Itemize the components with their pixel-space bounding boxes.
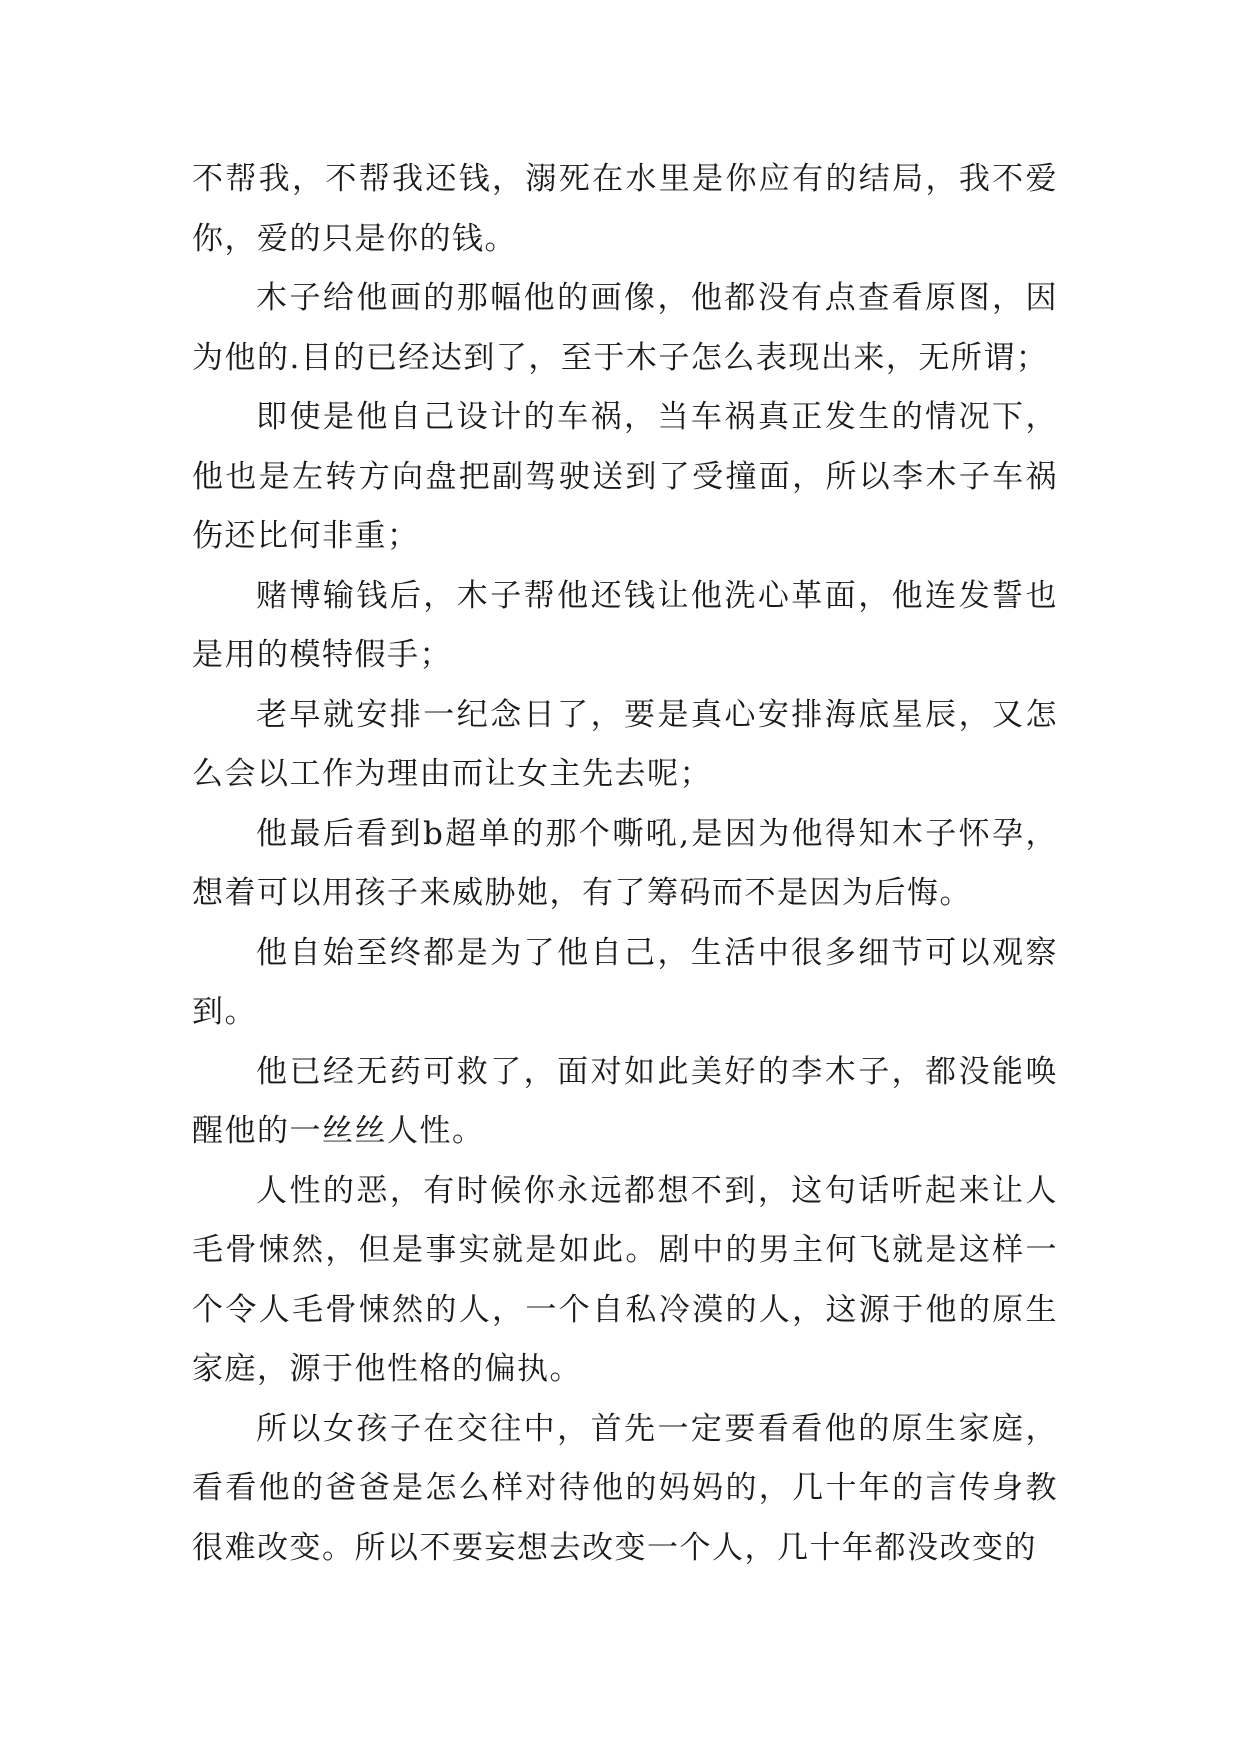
paragraph: 所以女孩子在交往中，首先一定要看看他的原生家庭，看看他的爸爸是怎么样对待他的妈妈的，几十年的言传身教很难改变。所以不要妄想去改变一个人，几十年都没改变的 bbox=[192, 1410, 1058, 1566]
paragraph: 他已经无药可救了，面对如此美好的李木子，都没能唤醒他的一丝丝人性。 bbox=[192, 1053, 1058, 1149]
document-page bbox=[192, 150, 1058, 1578]
paragraph: 老早就安排一纪念日了，要是真心安排海底星辰，又怎么会以工作为理由而让女主先去呢； bbox=[192, 696, 1058, 792]
paragraph: 即使是他自己设计的车祸，当车祸真正发生的情况下，他也是左转方向盘把副驾驶送到了受撞面，所以李木子车祸伤还比何非重； bbox=[192, 399, 1058, 554]
paragraph: 他最后看到b超单的那个嘶吼,是因为他得知木子怀孕，想着可以用孩子来威胁她，有了筹码而不是因为后悔。 bbox=[192, 815, 1058, 911]
paragraph: 不帮我，不帮我还钱，溺死在水里是你应有的结局，我不爱你，爱的只是你的钱。 bbox=[192, 161, 1058, 257]
paragraph: 木子给他画的那幅他的画像，他都没有点查看原图，因为他的.目的已经达到了，至于木子怎么表现出来，无所谓； bbox=[192, 280, 1058, 376]
paragraph: 赌博输钱后，木子帮他还钱让他洗心革面，他连发誓也是用的模特假手； bbox=[192, 577, 1058, 673]
paragraph: 人性的恶，有时候你永远都想不到，这句话听起来让人毛骨悚然，但是事实就是如此。剧中的男主何飞就是这样一个令人毛骨悚然的人，一个自私冷漠的人，这源于他的原生家庭，源于他性格的偏执。 bbox=[192, 1172, 1058, 1387]
paragraph: 他自始至终都是为了他自己，生活中很多细节可以观察到。 bbox=[192, 934, 1058, 1030]
